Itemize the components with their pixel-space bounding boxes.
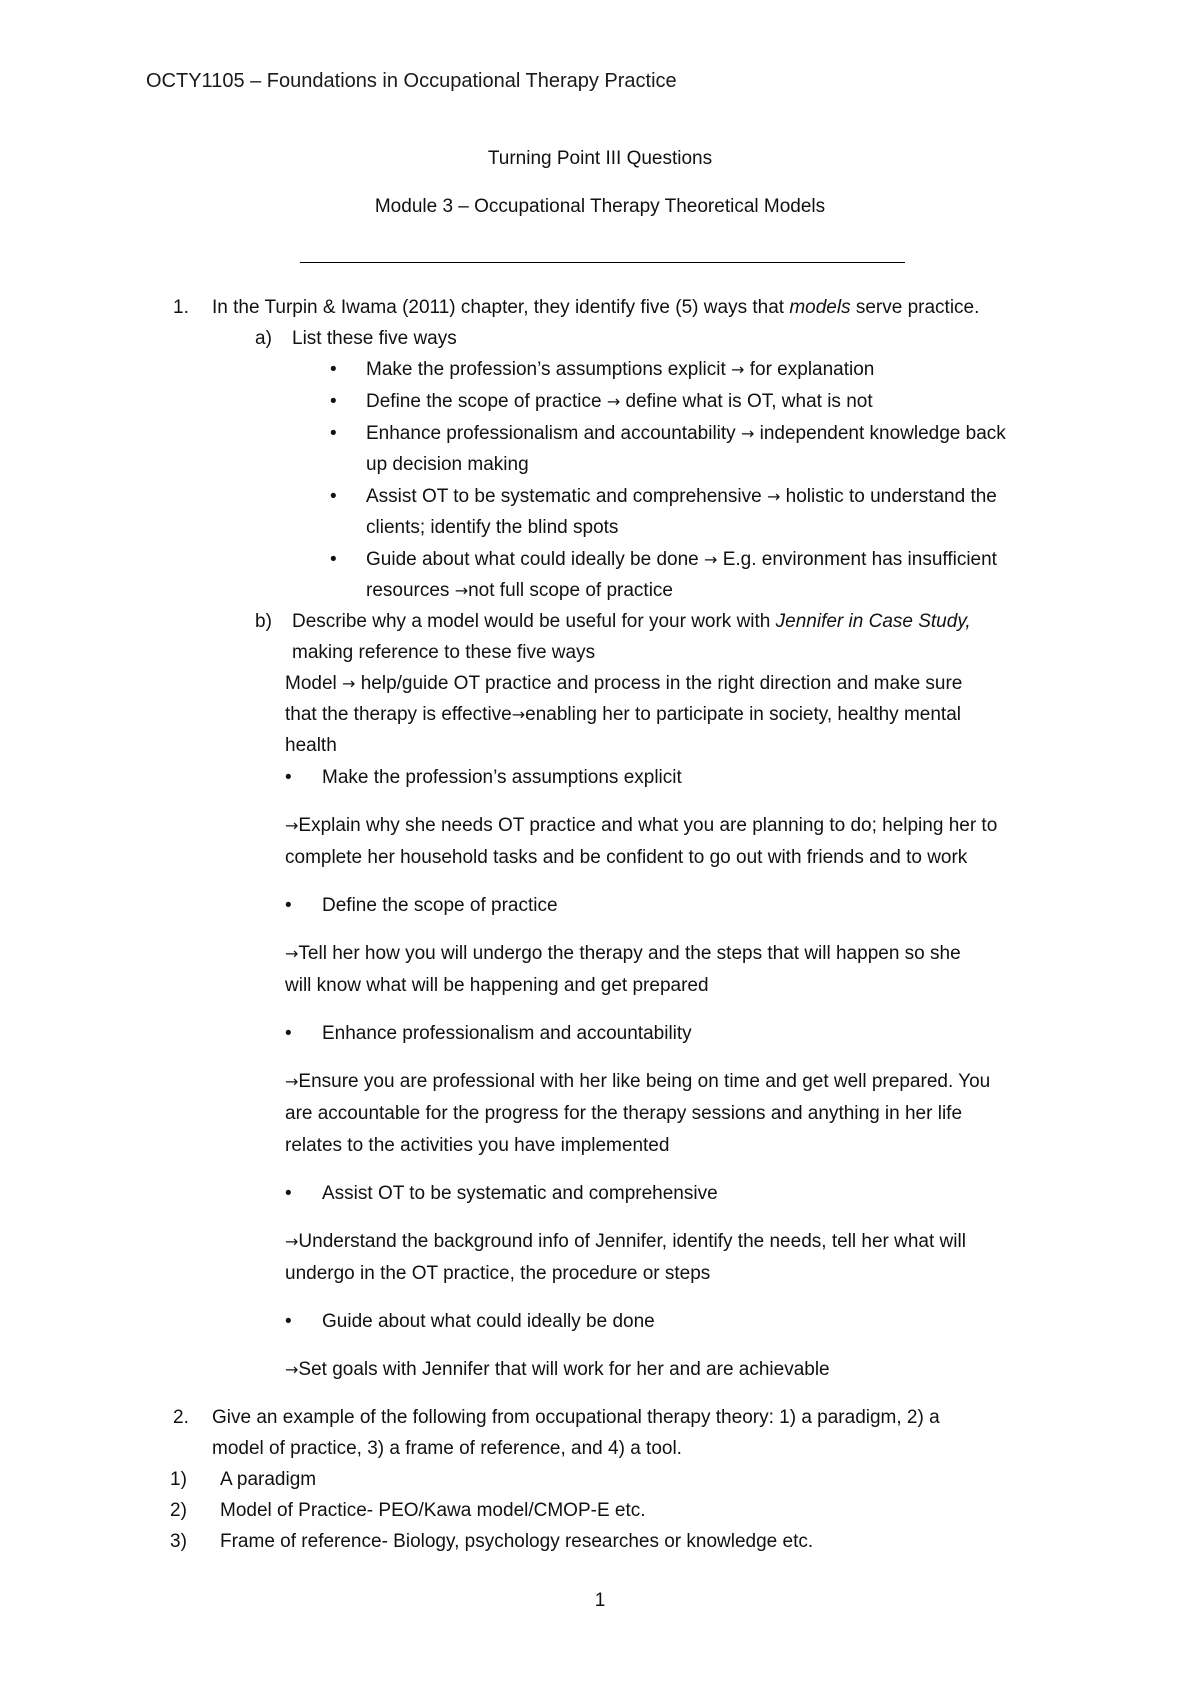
answer-line: undergo in the OT practice, the procedure or steps	[285, 1263, 711, 1284]
arrow-icon: →	[731, 360, 745, 379]
answer-heading: Make the profession’s assumptions explicit	[322, 767, 682, 788]
question-2-number: 2.	[173, 1407, 189, 1428]
part-b-text-continuation: making reference to these five ways	[292, 642, 596, 663]
way-item-continuation: clients; identify the blind spots	[366, 517, 619, 538]
part-a-label: a)	[255, 328, 272, 349]
part-b-label: b)	[255, 611, 272, 632]
model-answer-line: Model → help/guide OT practice and process in the right direction and make sure	[285, 673, 963, 694]
arrow-icon: →	[454, 581, 469, 600]
bullet-icon: •	[330, 391, 337, 412]
answer-heading: Define the scope of practice	[322, 895, 558, 916]
answer-heading: Guide about what could ideally be done	[322, 1311, 655, 1332]
answer-line: will know what will be happening and get prepared	[285, 975, 709, 996]
page-number: 1	[594, 1590, 606, 1611]
answer-line: →Set goals with Jennifer that will work for her and are achievable	[285, 1359, 830, 1380]
answer-heading: Enhance professionalism and accountability	[322, 1023, 692, 1044]
list-item: Frame of reference- Biology, psychology researches or knowledge etc.	[220, 1531, 814, 1552]
horizontal-rule	[300, 262, 905, 263]
bullet-icon: •	[330, 359, 337, 380]
document-subtitle: Module 3 – Occupational Therapy Theoretical Models	[374, 196, 826, 217]
question-1-number: 1.	[173, 297, 189, 318]
arrow-icon: →	[606, 392, 621, 411]
arrow-icon: →	[511, 705, 526, 724]
arrow-icon: →	[285, 816, 299, 835]
way-item: Make the profession’s assumptions explicit → for explanation	[366, 359, 875, 380]
part-a-text: List these five ways	[292, 328, 457, 349]
way-item-continuation: up decision making	[366, 454, 529, 475]
answer-line: →Ensure you are professional with her like being on time and get well prepared. You	[285, 1071, 991, 1092]
answer-heading: Assist OT to be systematic and comprehensive	[322, 1183, 718, 1204]
list-item-number: 3)	[170, 1531, 187, 1552]
way-item-continuation: resources →not full scope of practice	[366, 580, 673, 601]
list-item: Model of Practice- PEO/Kawa model/CMOP-E etc.	[220, 1500, 646, 1521]
bullet-icon: •	[285, 895, 292, 916]
bullet-icon: •	[330, 486, 337, 507]
question-1-text: In the Turpin & Iwama (2011) chapter, they identify five (5) ways that models serve practice.	[212, 297, 980, 318]
arrow-icon: →	[285, 1232, 299, 1251]
way-item: Enhance professionalism and accountability → independent knowledge back	[366, 423, 1006, 444]
way-item: Guide about what could ideally be done → E.g. environment has insufficient	[366, 549, 997, 570]
answer-line: relates to the activities you have implemented	[285, 1135, 670, 1156]
answer-line: are accountable for the progress for the therapy sessions and anything in her life	[285, 1103, 963, 1124]
arrow-icon: →	[704, 550, 718, 569]
list-item: A paradigm	[220, 1469, 317, 1490]
way-item: Assist OT to be systematic and comprehensive → holistic to understand the	[366, 486, 997, 507]
question-2-text: Give an example of the following from occupational therapy theory: 1) a paradigm, 2) a	[212, 1407, 940, 1428]
bullet-icon: •	[285, 767, 292, 788]
list-item-number: 2)	[170, 1500, 187, 1521]
arrow-icon: →	[285, 1360, 299, 1379]
answer-line: →Understand the background info of Jennifer, identify the needs, tell her what will	[285, 1231, 966, 1252]
arrow-icon: →	[342, 674, 356, 693]
question-2-text-continuation: model of practice, 3) a frame of reference, and 4) a tool.	[212, 1438, 682, 1459]
bullet-icon: •	[285, 1023, 292, 1044]
answer-line: →Explain why she needs OT practice and what you are planning to do; helping her to	[285, 815, 998, 836]
arrow-icon: →	[285, 944, 299, 963]
model-answer-line: that the therapy is effective→enabling her to participate in society, healthy mental	[285, 704, 961, 725]
bullet-icon: •	[330, 549, 337, 570]
document-title: Turning Point III Questions	[487, 148, 713, 169]
bullet-icon: •	[285, 1183, 292, 1204]
part-b-text: Describe why a model would be useful for your work with Jennifer in Case Study,	[292, 611, 971, 632]
answer-line: complete her household tasks and be confident to go out with friends and to work	[285, 847, 968, 868]
list-item-number: 1)	[170, 1469, 187, 1490]
arrow-icon: →	[766, 487, 781, 506]
way-item: Define the scope of practice → define what is OT, what is not	[366, 391, 873, 412]
arrow-icon: →	[740, 424, 755, 443]
arrow-icon: →	[285, 1072, 299, 1091]
bullet-icon: •	[285, 1311, 292, 1332]
bullet-icon: •	[330, 423, 337, 444]
model-answer-line: health	[285, 735, 337, 756]
page-header: OCTY1105 – Foundations in Occupational Therapy Practice	[146, 70, 677, 92]
answer-line: →Tell her how you will undergo the therapy and the steps that will happen so she	[285, 943, 961, 964]
